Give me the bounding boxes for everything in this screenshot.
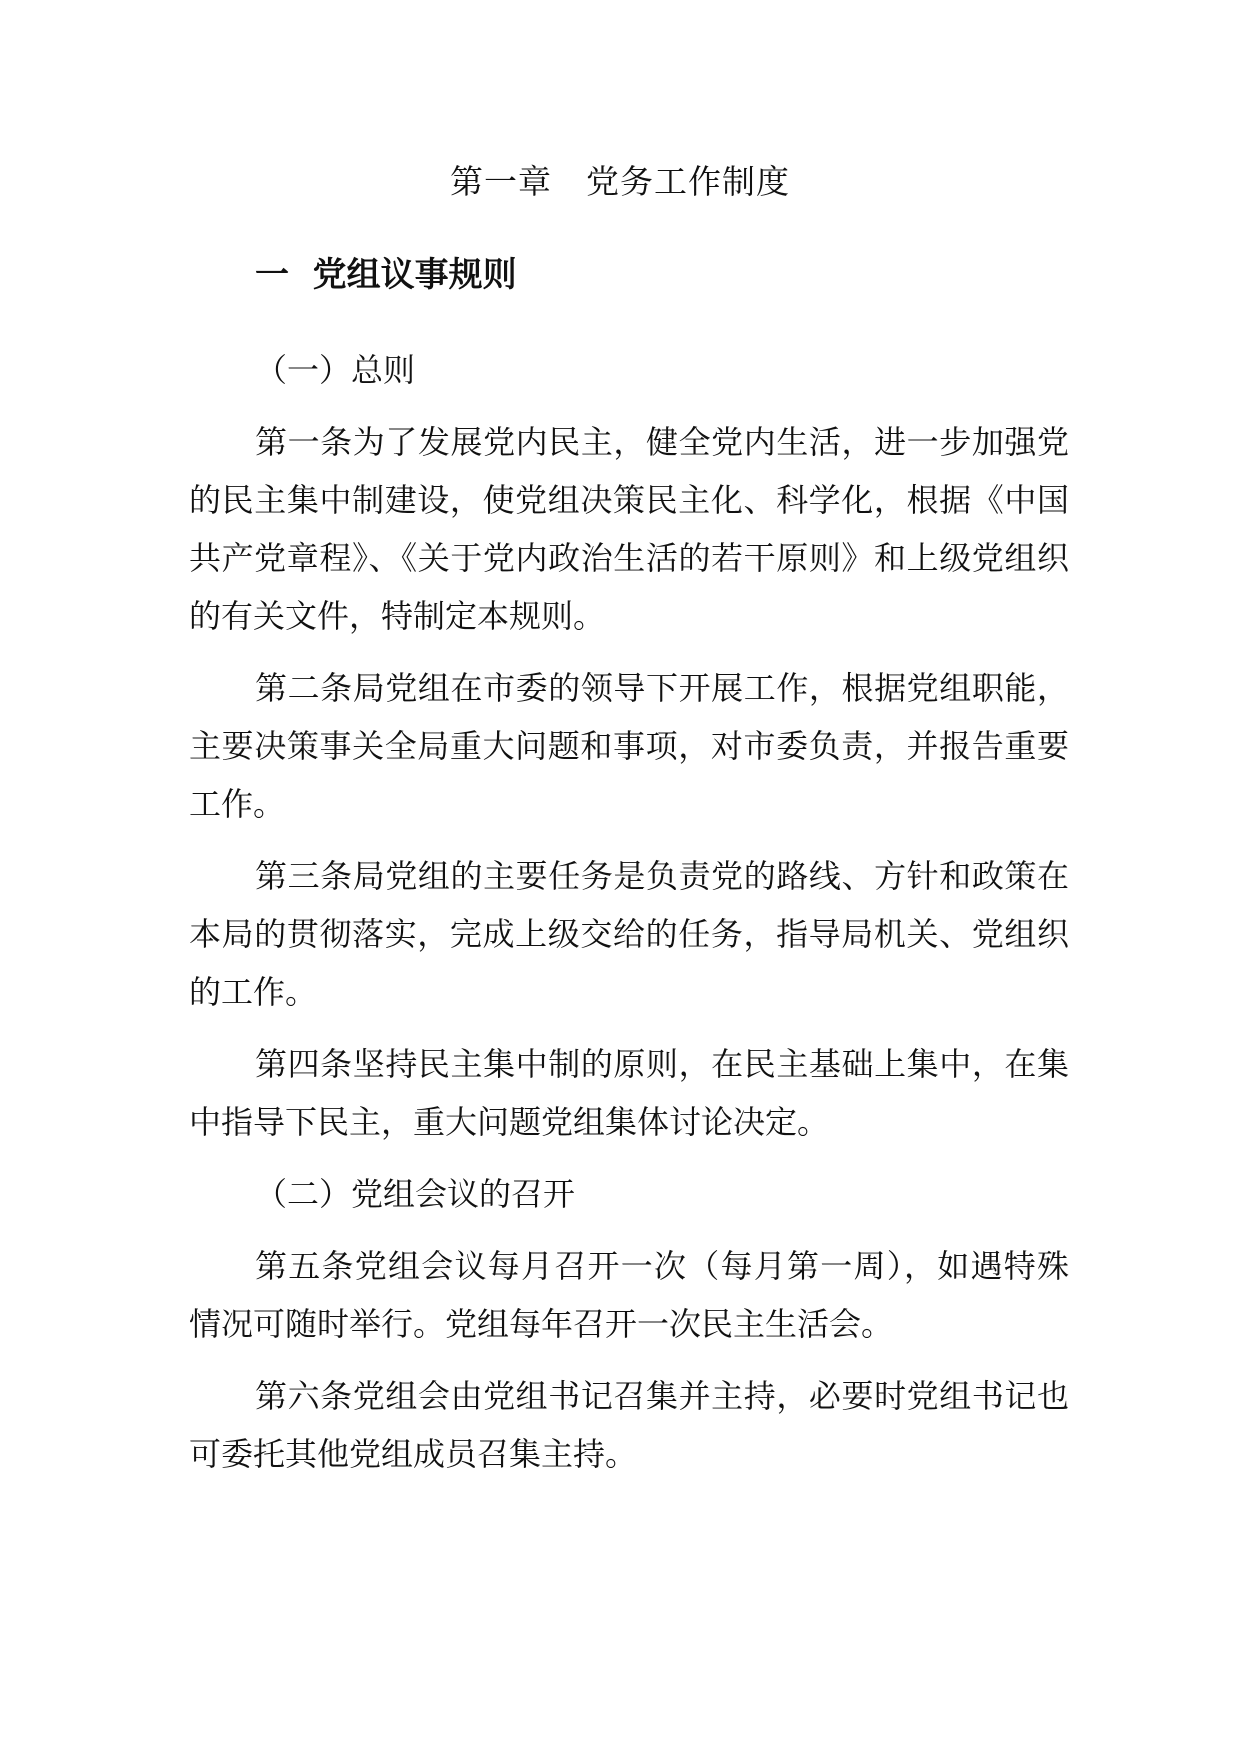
article-2: 第二条局党组在市委的领导下开展工作，根据党组职能，主要决策事关全局重大问题和事项，对市委负责，并报告重要工作。 — [189, 669, 1069, 823]
article-3: 第三条局党组的主要任务是负责党的路线、方针和政策在本局的贯彻落实，完成上级交给的任务，指导局机关、党组织的工作。 — [189, 857, 1069, 1011]
article-5: 第五条党组会议每月召开一次（每月第一周），如遇特殊情况可随时举行。党组每年召开一次民主生活会。 — [189, 1247, 1069, 1343]
section-title: 一 党组议事规则 — [255, 255, 517, 295]
chapter-title: 第一章 党务工作制度 — [450, 162, 790, 201]
document-body — [189, 341, 1069, 1497]
article-4: 第四条坚持民主集中制的原则，在民主基础上集中，在集中指导下民主，重大问题党组集体讨论决定。 — [189, 1045, 1069, 1141]
subheading-general-provisions: （一）总则 — [255, 351, 416, 389]
article-1: 第一条为了发展党内民主，健全党内生活，进一步加强党的民主集中制建设，使党组决策民主化、科学化，根据《中国共产党章程》、《关于党内政治生活的若干原则》和上级党组织的有关文件，特制定本规则。 — [189, 423, 1069, 635]
article-6: 第六条党组会由党组书记召集并主持，必要时党组书记也可委托其他党组成员召集主持。 — [189, 1377, 1069, 1473]
subheading-meetings: （二）党组会议的召开 — [255, 1175, 576, 1213]
